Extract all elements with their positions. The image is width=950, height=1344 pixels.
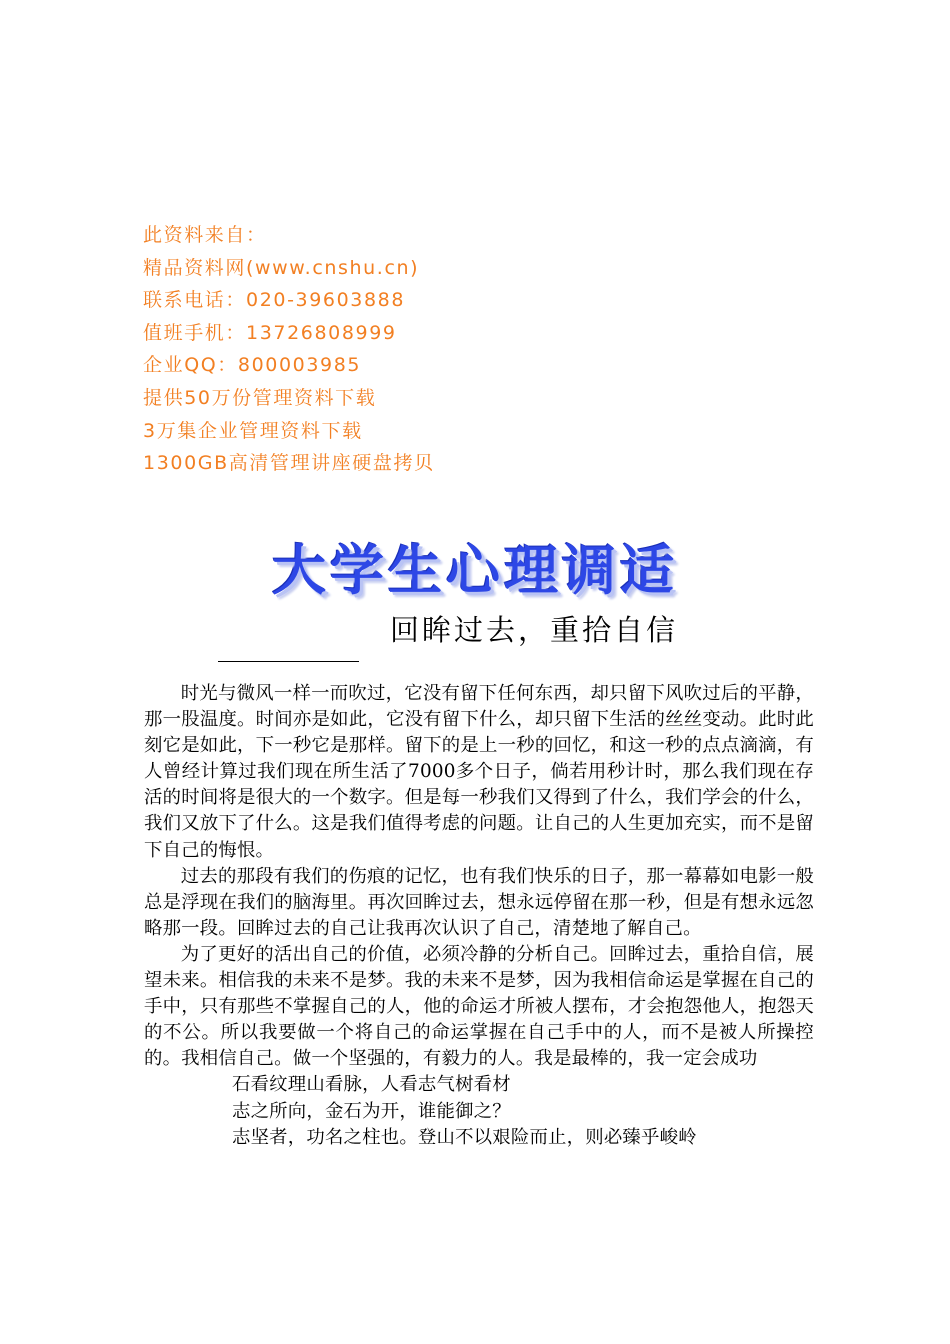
paragraph: 过去的那段有我们的伤痕的记忆，也有我们快乐的日子，那一幕幕如电影一般总是浮现在我们的脑海里。再次回眸过去，想永远停留在那一秒，但是有想永远忽略那一段。回眸过去的自己让我再次认识了自己，清楚地了解自己。 xyxy=(144,865,814,939)
source-mobile: 值班手机：13726808999 xyxy=(143,321,397,344)
source-phone: 联系电话：020-39603888 xyxy=(143,289,406,312)
source-website: 精品资料网(www.cnshu.cn) xyxy=(143,256,420,279)
article-body xyxy=(144,681,814,1151)
source-qq: 企业QQ：800003985 xyxy=(143,354,362,377)
source-offer-2: 3万集企业管理资料下载 xyxy=(143,419,363,442)
quote-line: 石看纹理山看脉，人看志气树看材 xyxy=(232,1074,511,1096)
paragraph: 时光与微风一样一而吹过，它没有留下任何东西，却只留下风吹过后的平静，那一股温度。时间亦是如此，它没有留下什么，却只留下生活的丝丝变动。此时此刻它是如此，下一秒它是那样。留下的是上一秒的回忆，和这一秒的点点滴滴，有人曾经计算过我们现在所生活了7000多个日子，倘若用秒计时，那么我们现在存活的时间将是很大的一个数字。但是每一秒我们又得到了什么，我们学会的什么，我们又放下了什么。这是我们值得考虑的问题。让自己的人生更加充实，而不是留下自己的悔恨。 xyxy=(144,683,814,861)
source-offer-1: 提供50万份管理资料下载 xyxy=(143,386,377,409)
source-info xyxy=(143,219,643,480)
paragraph: 为了更好的活出自己的价值，必须冷静的分析自己。回眸过去，重拾自信，展望未来。相信我的未来不是梦。我的未来不是梦，因为我相信命运是掌握在自己的手中，只有那些不掌握自己的人，他的命运才所被人摆布，才会抱怨他人，抱怨天的不公。所以我要做一个将自己的命运掌握在自己手中的人，而不是被人所操控的。我相信自己。做一个坚强的，有毅力的人。我是最棒的，我一定会成功 xyxy=(144,943,814,1070)
source-label: 此资料来自： xyxy=(143,224,267,246)
source-offer-3: 1300GB高清管理讲座硬盘拷贝 xyxy=(143,452,435,475)
divider xyxy=(218,661,359,662)
page-title: 大学生心理调适 xyxy=(272,539,678,602)
page-subtitle: 回眸过去，重拾自信 xyxy=(390,613,679,647)
quote-line: 志坚者，功名之柱也。登山不以艰险而止，则必臻乎峻岭 xyxy=(232,1126,697,1148)
quote-line: 志之所向，金石为开，谁能御之？ xyxy=(232,1100,511,1122)
